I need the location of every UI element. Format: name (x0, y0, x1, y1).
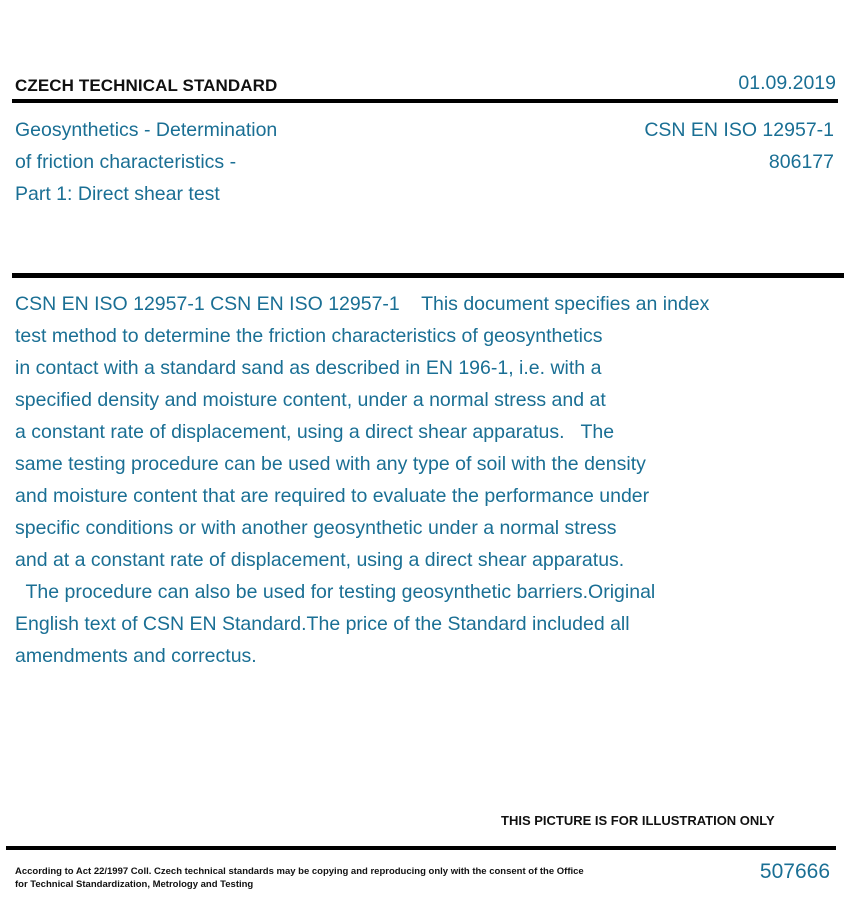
legal-line: According to Act 22/1997 Coll. Czech technical standards may be copying and reproducing only with the consent of the Office (15, 866, 584, 877)
abstract-line: a constant rate of displacement, using a direct shear apparatus. The (15, 421, 615, 443)
catalog-number: 806177 (768, 151, 834, 173)
publication-date: 01.09.2019 (738, 72, 836, 94)
title-line: of friction characteristics - (15, 151, 237, 173)
title-line: Part 1: Direct shear test (15, 183, 220, 205)
header-divider (12, 99, 838, 103)
abstract-line: specified density and moisture content, under a normal stress and at (15, 389, 606, 411)
abstract-text (15, 288, 805, 672)
abstract-line: CSN EN ISO 12957-1 CSN EN ISO 12957-1 This document specifies an index (15, 293, 710, 315)
illustration-note: THIS PICTURE IS FOR ILLUSTRATION ONLY (501, 813, 775, 828)
title-divider (12, 273, 844, 278)
title-line: Geosynthetics - Determination (15, 119, 278, 141)
document-number: 507666 (759, 860, 830, 883)
legal-line: for Technical Standardization, Metrology and Testing (15, 879, 254, 890)
abstract-line: test method to determine the friction characteristics of geosynthetics (15, 325, 603, 347)
legal-notice (15, 865, 584, 891)
abstract-line: and at a constant rate of displacement, using a direct shear apparatus. (15, 549, 625, 571)
abstract-line: The procedure can also be used for testing geosynthetic barriers.Original (15, 581, 656, 603)
header-label: CZECH TECHNICAL STANDARD (15, 76, 278, 95)
standard-title (15, 114, 277, 210)
standard-code: CSN EN ISO 12957-1 (644, 119, 834, 141)
footer-divider (6, 846, 836, 850)
abstract-line: same testing procedure can be used with any type of soil with the density (15, 453, 646, 475)
abstract-line: and moisture content that are required to evaluate the performance under (15, 485, 650, 507)
abstract-line: specific conditions or with another geosynthetic under a normal stress (15, 517, 617, 539)
standard-codes (644, 114, 834, 178)
abstract-line: in contact with a standard sand as described in EN 196-1, i.e. with a (15, 357, 602, 379)
abstract-line: English text of CSN EN Standard.The price of the Standard included all (15, 613, 630, 635)
abstract-line: amendments and correctus. (15, 645, 257, 667)
